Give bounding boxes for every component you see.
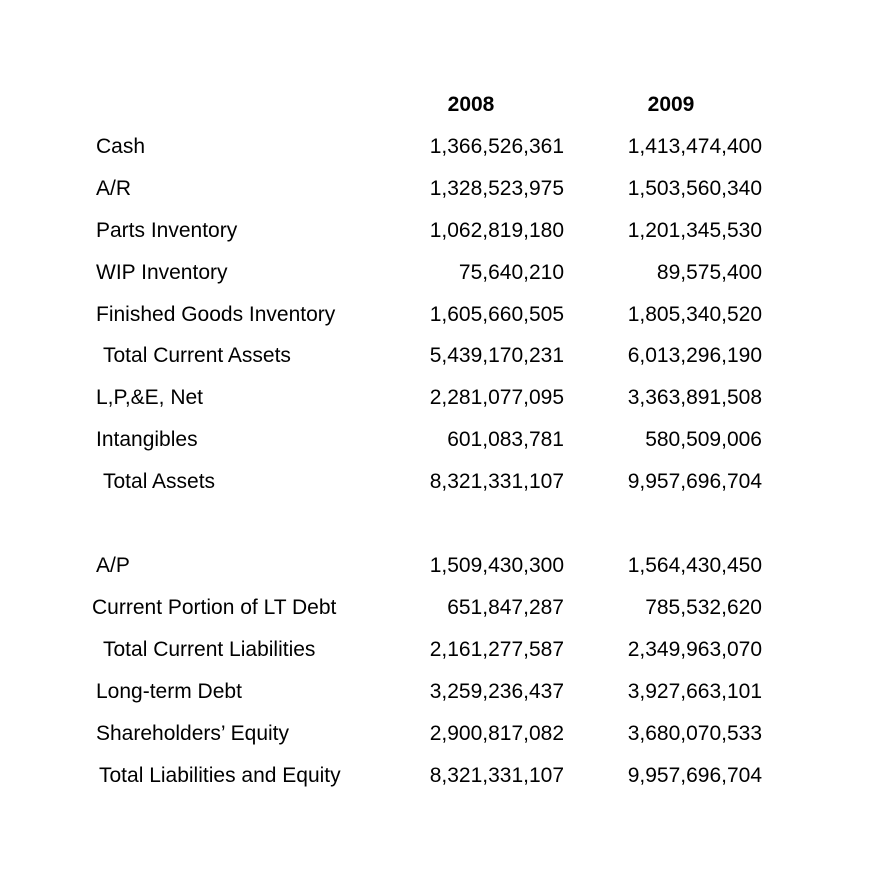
row-label: Total Liabilities and Equity [99,764,341,787]
row-label: Finished Goods Inventory [96,303,336,326]
value-2009: 1,805,340,520 [627,303,762,326]
value-2008: 601,083,781 [447,428,564,451]
value-2008: 75,640,210 [458,261,564,284]
value-2008: 2,161,277,587 [429,638,564,661]
value-2009: 1,413,474,400 [627,135,762,158]
table-row-total [0,761,874,791]
value-2008: 8,321,331,107 [429,764,564,787]
row-label: Total Current Liabilities [103,638,316,661]
value-2009: 785,532,620 [645,596,762,619]
value-2008: 5,439,170,231 [429,344,564,367]
table-row [0,425,874,455]
table-row [0,593,874,623]
column-header-2008: 2008 [447,93,495,116]
value-2009: 1,201,345,530 [627,219,762,242]
table-row [0,216,874,246]
row-label: Parts Inventory [96,219,238,242]
row-label: Cash [96,135,146,158]
value-2008: 8,321,331,107 [429,470,564,493]
row-label: Total Current Assets [103,344,291,367]
value-2009: 2,349,963,070 [627,638,762,661]
table-row [0,258,874,288]
column-header-2009: 2009 [647,93,695,116]
table-row [0,677,874,707]
table-row-total [0,467,874,497]
table-row [0,551,874,581]
row-label: Long-term Debt [96,680,242,703]
value-2008: 1,366,526,361 [429,135,564,158]
table-row [0,719,874,749]
table-row [0,132,874,162]
table-row [0,300,874,330]
value-2009: 1,564,430,450 [627,554,762,577]
table-row-subtotal [0,635,874,665]
value-2008: 1,328,523,975 [429,177,564,200]
row-label: Current Portion of LT Debt [92,596,337,619]
row-label: L,P,&E, Net [96,386,204,409]
row-label: Shareholders’ Equity [96,722,289,745]
value-2008: 651,847,287 [447,596,564,619]
value-2008: 1,509,430,300 [429,554,564,577]
value-2008: 1,605,660,505 [429,303,564,326]
value-2009: 1,503,560,340 [627,177,762,200]
value-2008: 2,900,817,082 [429,722,564,745]
table-row [0,174,874,204]
value-2009: 3,363,891,508 [627,386,762,409]
value-2009: 3,927,663,101 [627,680,762,703]
value-2009: 3,680,070,533 [627,722,762,745]
value-2009: 9,957,696,704 [627,764,762,787]
value-2009: 6,013,296,190 [627,344,762,367]
row-label: A/R [96,177,132,200]
value-2009: 580,509,006 [645,428,762,451]
table-row-subtotal [0,341,874,371]
row-label: WIP Inventory [96,261,228,284]
row-label: Intangibles [96,428,198,451]
table-row [0,383,874,413]
value-2008: 2,281,077,095 [429,386,564,409]
value-2008: 1,062,819,180 [429,219,564,242]
value-2009: 9,957,696,704 [627,470,762,493]
row-label: Total Assets [103,470,216,493]
row-label: A/P [96,554,130,577]
value-2009: 89,575,400 [656,261,762,284]
value-2008: 3,259,236,437 [429,680,564,703]
